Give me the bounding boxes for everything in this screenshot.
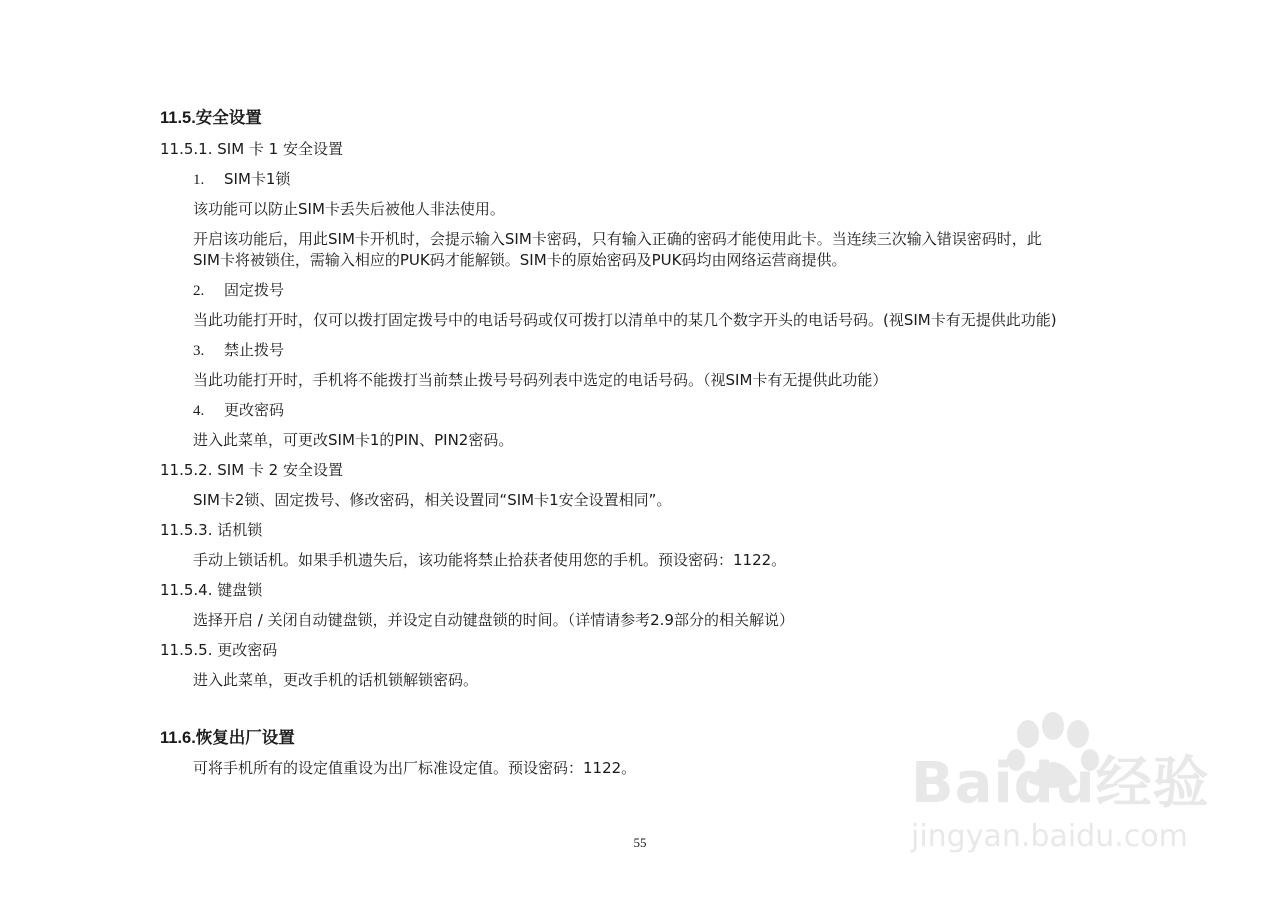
watermark-brand: Baidu经验 (911, 751, 1210, 816)
paragraph-sim1-lock-intro: 该功能可以防止SIM卡丢失后被他人非法使用。 (193, 200, 505, 218)
list-item-sim1-lock: 1. SIM卡1锁 (193, 170, 291, 188)
section-heading-11-6: 11.6.恢复出厂设置 (160, 728, 295, 747)
paragraph-bar-dial: 当此功能打开时，手机将不能拨打当前禁止拨号号码列表中选定的电话号码。（视SIM卡有无提供此功能） (193, 371, 888, 389)
paragraph-phone-lock: 手动上锁话机。如果手机遗失后，该功能将禁止拾获者使用您的手机。预设密码：1122。 (193, 551, 787, 569)
paragraph-keypad-lock: 选择开启 / 关闭自动键盘锁，并设定自动键盘锁的时间。（详情请参考2.9部分的相关解说） (193, 611, 794, 629)
section-heading-11-5: 11.5.安全设置 (160, 108, 262, 127)
subsection-heading-11-5-4: 11.5.4. 键盘锁 (160, 581, 263, 599)
subsection-heading-11-5-1: 11.5.1. SIM 卡 1 安全设置 (160, 140, 343, 158)
page-number: 55 (633, 835, 647, 850)
paragraph-sim2: SIM卡2锁、固定拨号、修改密码，相关设置同“SIM卡1安全设置相同”。 (193, 491, 672, 509)
watermark-url: jingyan.baidu.com (911, 819, 1188, 854)
subsection-heading-11-5-5: 11.5.5. 更改密码 (160, 641, 278, 659)
baidu-watermark (893, 712, 1213, 862)
list-item-bar-dial: 3. 禁止拨号 (193, 341, 285, 359)
paragraph-restore: 可将手机所有的设定值重设为出厂标准设定值。预设密码：1122。 (193, 759, 637, 777)
list-item-change-password: 4. 更改密码 (193, 401, 285, 419)
paragraph-change-password: 进入此菜单，可更改SIM卡1的PIN、PIN2密码。 (193, 431, 514, 449)
subsection-heading-11-5-2: 11.5.2. SIM 卡 2 安全设置 (160, 461, 343, 479)
paragraph-fixed-dial: 当此功能打开时，仅可以拨打固定拨号中的电话号码或仅可拨打以清单中的某几个数字开头的电话号码。(视SIM卡有无提供此功能) (193, 311, 1057, 329)
paragraph-sim1-lock-detail-line1: 开启该功能后，用此SIM卡开机时，会提示输入SIM卡密码，只有输入正确的密码才能使用此卡。当连续三次输入错误密码时，此 (193, 230, 1042, 248)
paragraph-sim1-lock-detail-line2: SIM卡将被锁住，需输入相应的PUK码才能解锁。SIM卡的原始密码及PUK码均由网络运营商提供。 (193, 251, 847, 269)
paragraph-change-phone-password: 进入此菜单，更改手机的话机锁解锁密码。 (193, 671, 479, 689)
subsection-heading-11-5-3: 11.5.3. 话机锁 (160, 521, 263, 539)
list-item-fixed-dial: 2. 固定拨号 (193, 281, 285, 299)
